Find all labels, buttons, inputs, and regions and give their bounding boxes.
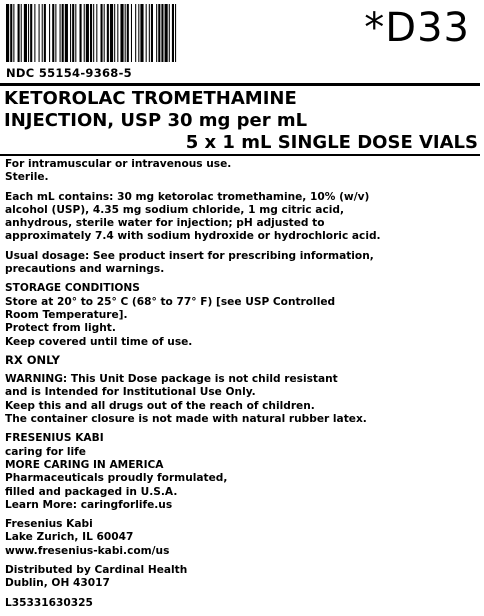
barcode-bar bbox=[138, 4, 139, 62]
distributor-block bbox=[5, 564, 481, 591]
rx-only: RX ONLY bbox=[5, 352, 60, 367]
barcode-bar bbox=[28, 4, 29, 62]
barcode-bar bbox=[165, 4, 168, 62]
label-body bbox=[5, 158, 481, 616]
barcode-bar bbox=[80, 4, 82, 62]
title-line-1: KETOROLAC TROMETHAMINE bbox=[4, 88, 297, 109]
warning-line: Keep this and all drugs out of the reach of children. bbox=[5, 399, 315, 412]
distributor-line: Distributed by Cardinal Health bbox=[5, 564, 188, 577]
barcode-image bbox=[6, 4, 304, 62]
barcode-bar bbox=[24, 4, 27, 62]
barcode-bar bbox=[13, 4, 14, 62]
barcode-bar bbox=[96, 4, 97, 62]
route-text: For intramuscular or intravenous use. bbox=[5, 158, 232, 170]
title-line-3: 5 x 1 mL SINGLE DOSE VIALS bbox=[185, 132, 478, 153]
storage-line: Room Temperature]. bbox=[5, 308, 128, 321]
barcode-bar bbox=[161, 4, 163, 62]
barcode-bar bbox=[172, 4, 174, 62]
storage-line: Keep covered until time of use. bbox=[5, 335, 193, 348]
brand-line: Learn More: caringforlife.us bbox=[5, 498, 173, 511]
dosage-line: precautions and warnings. bbox=[5, 263, 165, 276]
sterile-text: Sterile. bbox=[5, 171, 49, 184]
barcode-bar bbox=[44, 4, 46, 62]
barcode-bar bbox=[140, 4, 143, 62]
barcode-bar bbox=[125, 4, 126, 62]
warning-line: and is Intended for Institutional Use Only. bbox=[5, 386, 256, 399]
warning-line: WARNING: This Unit Dose package is not child resistant bbox=[5, 373, 338, 386]
storage-heading: STORAGE CONDITIONS bbox=[5, 282, 140, 295]
barcode-bar bbox=[65, 4, 68, 62]
barcode-bar bbox=[42, 4, 43, 62]
barcode-bar bbox=[93, 4, 94, 62]
manufacturer-line: Fresenius Kabi bbox=[5, 518, 93, 531]
barcode-bar bbox=[60, 4, 61, 62]
contents-line: anhydrous, sterile water for injection; pH adjusted to bbox=[5, 217, 325, 230]
barcode-bar bbox=[86, 4, 89, 62]
product-title bbox=[4, 88, 480, 154]
brand-line: caring for life bbox=[5, 445, 86, 458]
brand-line: Pharmaceuticals proudly formulated, bbox=[5, 472, 228, 485]
barcode-bar bbox=[49, 4, 50, 62]
contents-block bbox=[5, 191, 481, 244]
barcode-bar bbox=[75, 4, 76, 62]
barcode-bar bbox=[156, 4, 157, 62]
barcode-bar bbox=[55, 4, 56, 62]
dosage-line: Usual dosage: See product insert for prescribing information, bbox=[5, 249, 374, 262]
item-code: L35331630325 bbox=[5, 596, 93, 609]
barcode-bar bbox=[52, 4, 54, 62]
ndc-number: NDC 55154-9368-5 bbox=[6, 66, 132, 80]
barcode-bar bbox=[18, 4, 20, 62]
contents-line: approximately 7.4 with sodium hydroxide or hydrochloric acid. bbox=[5, 230, 381, 243]
brand-line: FRESENIUS KABI bbox=[5, 432, 104, 445]
barcode-bar bbox=[107, 4, 109, 62]
storage-line: Store at 20° to 25° C (68° to 77° F) [see USP Controlled bbox=[5, 295, 336, 308]
manufacturer-block bbox=[5, 518, 481, 558]
dosage-block bbox=[5, 250, 481, 277]
brand-line: MORE CARING IN AMERICA bbox=[5, 458, 164, 471]
manufacturer-line: Lake Zurich, IL 60047 bbox=[5, 531, 134, 544]
distributor-line: Dublin, OH 43017 bbox=[5, 577, 110, 590]
divider-thin bbox=[0, 154, 480, 156]
barcode-bar bbox=[149, 4, 150, 62]
lot-code: *D33 bbox=[364, 5, 470, 51]
barcode-bar bbox=[6, 4, 9, 62]
barcode-bar bbox=[101, 4, 103, 62]
storage-block bbox=[5, 282, 481, 348]
barcode-bar bbox=[34, 4, 35, 62]
barcode-bar bbox=[131, 4, 132, 62]
barcode-bar bbox=[120, 4, 123, 62]
barcode-bar bbox=[135, 4, 136, 62]
barcode-bar bbox=[169, 4, 170, 62]
barcode-bar bbox=[114, 4, 115, 62]
barcode-bar bbox=[72, 4, 74, 62]
barcode-bar bbox=[104, 4, 105, 62]
contents-line: alcohol (USP), 4.35 mg sodium chloride, 1 mg citric acid, bbox=[5, 203, 344, 216]
barcode-bar bbox=[10, 4, 12, 62]
barcode-bar bbox=[117, 4, 118, 62]
barcode-bar bbox=[158, 4, 160, 62]
barcode-bar bbox=[127, 4, 129, 62]
storage-line: Protect from light. bbox=[5, 322, 116, 335]
barcode-bar bbox=[146, 4, 147, 62]
brand-line: filled and packaged in U.S.A. bbox=[5, 485, 178, 498]
warning-block bbox=[5, 373, 481, 426]
barcode-bar bbox=[175, 4, 176, 62]
barcode-bar bbox=[84, 4, 85, 62]
contents-line: Each mL contains: 30 mg ketorolac tromethamine, 10% (w/v) bbox=[5, 190, 370, 203]
barcode-bar bbox=[110, 4, 113, 62]
barcode-bar bbox=[39, 4, 40, 62]
barcode-bar bbox=[151, 4, 153, 62]
barcode-bar bbox=[30, 4, 32, 62]
warning-line: The container closure is not made with natural rubber latex. bbox=[5, 413, 367, 426]
barcode-bar bbox=[62, 4, 64, 62]
barcode-bar bbox=[90, 4, 92, 62]
manufacturer-line: www.fresenius-kabi.com/us bbox=[5, 544, 170, 557]
barcode-bar bbox=[21, 4, 22, 62]
title-line-2: INJECTION, USP 30 mg per mL bbox=[4, 110, 308, 131]
brand-block bbox=[5, 432, 481, 512]
divider-thick bbox=[0, 83, 480, 86]
barcode-bar bbox=[70, 4, 71, 62]
route-block bbox=[5, 158, 481, 185]
